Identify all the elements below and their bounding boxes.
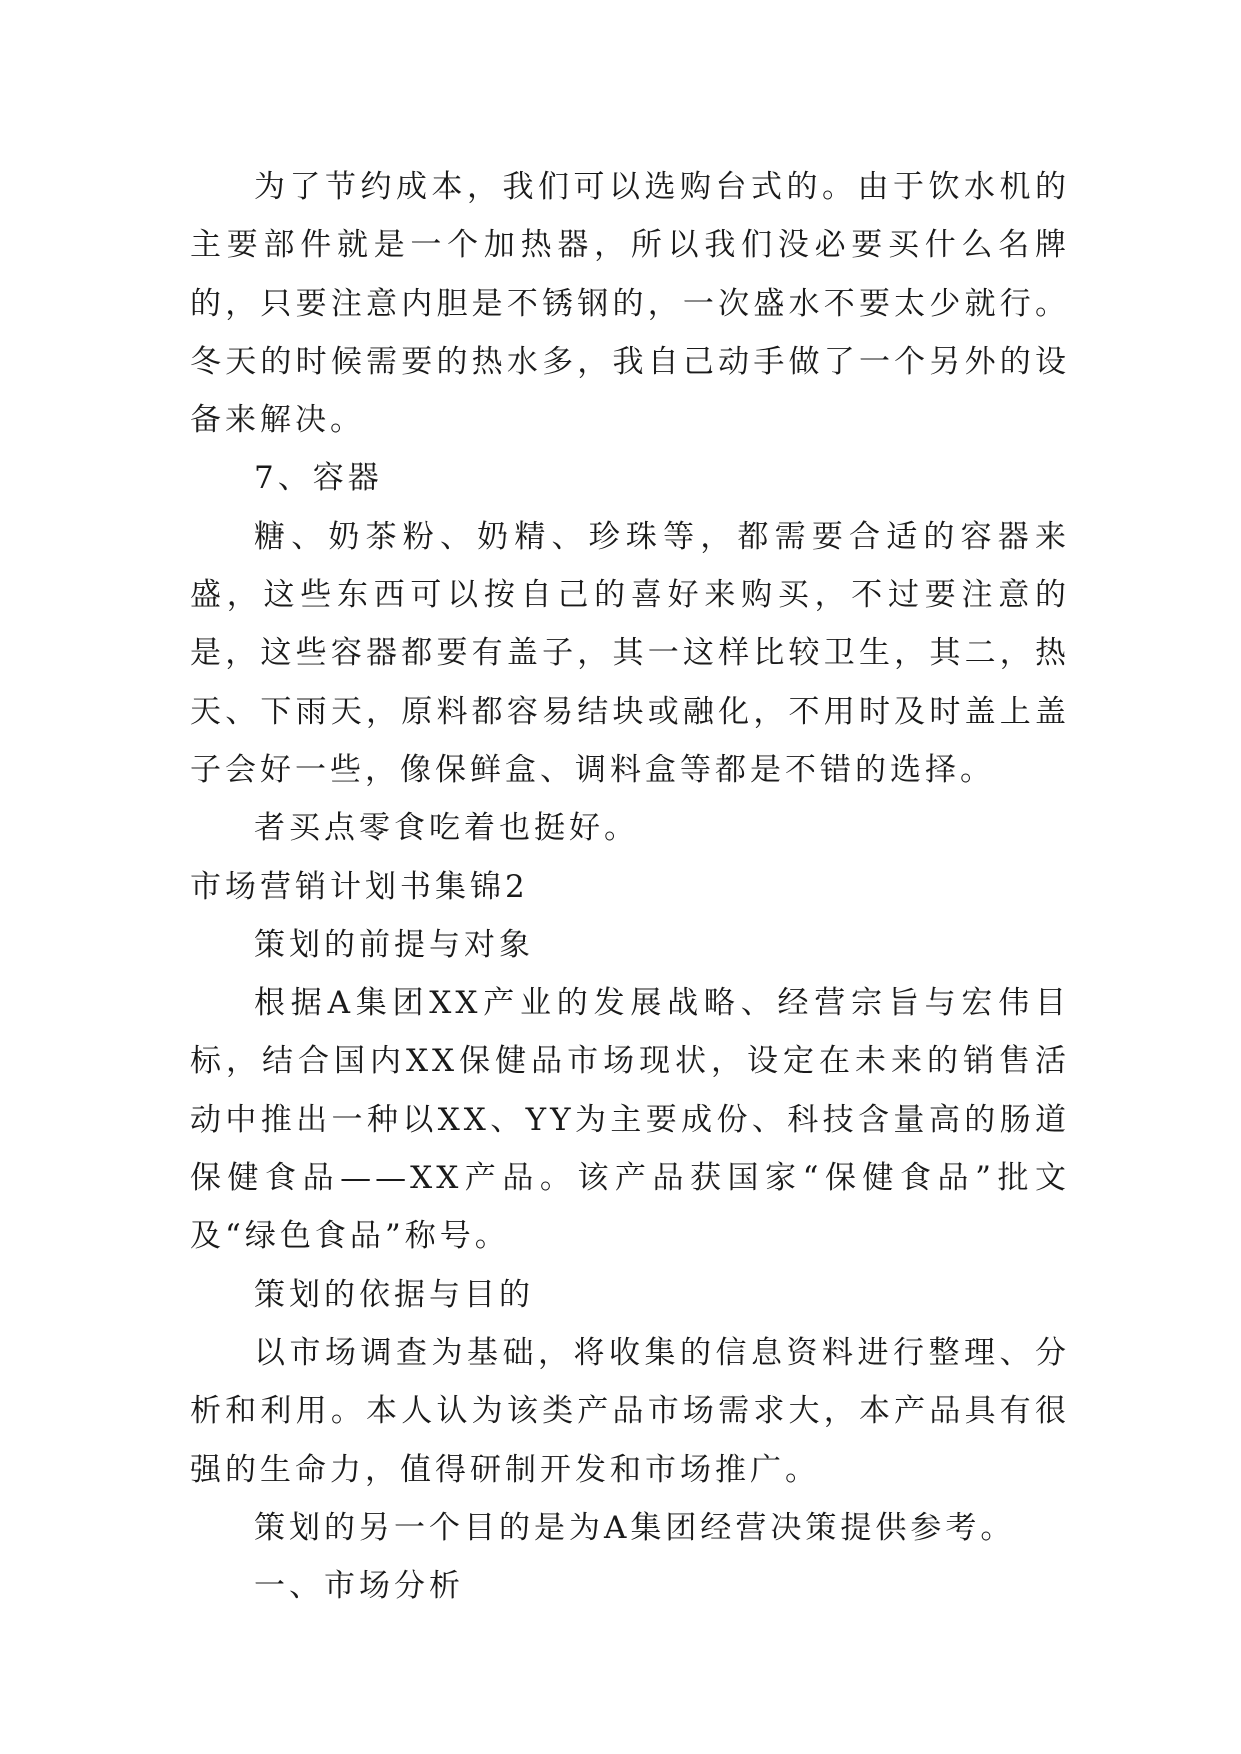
paragraph-snacks: 者买点零食吃着也挺好。	[254, 810, 639, 847]
paragraph-containers: 糖、奶茶粉、奶精、珍珠等，都需要合适的容器来盛，这些东西可以按自己的喜好来购买，不过要注意的是，这些容器都要有盖子，其一这样比较卫生，其二，热天、下雨天，原料都容易结块或融化，不用时及时盖上盖子会好一些，像保鲜盒、调料盒等都是不错的选择。	[190, 518, 1070, 788]
section-title: 市场营销计划书集锦2	[190, 868, 529, 905]
heading-basis: 策划的依据与目的	[254, 1276, 534, 1313]
paragraph-water-dispenser: 为了节约成本，我们可以选购台式的。由于饮水机的主要部件就是一个加热器，所以我们没必要买什么名牌的，只要注意内胆是不锈钢的，一次盛水不要太少就行。冬天的时候需要的热水多，我自己动手做了一个另外的设备来解决。	[190, 169, 1070, 439]
document-body	[190, 158, 1070, 1615]
heading-containers: 7、容器	[254, 460, 383, 497]
heading-premise: 策划的前提与对象	[254, 926, 534, 963]
paragraph-basis: 以市场调查为基础，将收集的信息资料进行整理、分析和利用。本人认为该类产品市场需求大，本产品具有很强的生命力，值得研制开发和市场推广。	[190, 1334, 1070, 1488]
heading-market-analysis: 一、市场分析	[254, 1568, 464, 1605]
paragraph-premise: 根据A集团XX产业的发展战略、经营宗旨与宏伟目标，结合国内XX保健品市场现状，设定在未来的销售活动中推出一种以XX、YY为主要成份、科技含量高的肠道保健食品——XX产品。该产品获国家“保健食品”批文及“绿色食品”称号。	[190, 985, 1070, 1255]
paragraph-purpose: 策划的另一个目的是为A集团经营决策提供参考。	[254, 1509, 1016, 1546]
